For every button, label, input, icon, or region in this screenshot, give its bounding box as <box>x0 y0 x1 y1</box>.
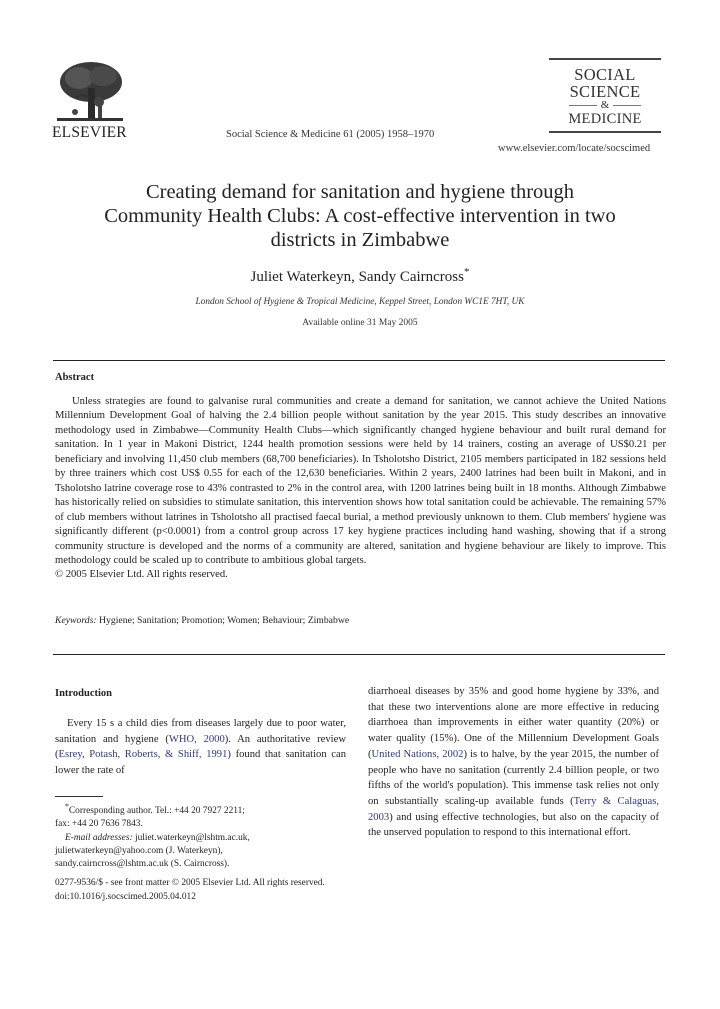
masthead-ampersand-row <box>545 100 665 111</box>
doi-link[interactable]: doi:10.1016/j.socscimed.2005.04.012 <box>55 891 196 902</box>
corresponding-author-mark[interactable]: * <box>463 266 470 278</box>
footnote-emails <box>55 832 355 845</box>
keywords <box>55 615 349 626</box>
masthead-line-science: SCIENCE <box>569 82 641 101</box>
intro-text: diarrhoeal diseases by 35% and good home hygiene by 33%, and that these two interventions alone are more effective in reducing diarrhoea than improvements in either water quantity (20%) or water quality (15%). One of the Millennium Development Goals ( <box>368 686 659 760</box>
journal-url-link[interactable]: www.elsevier.com/locate/socscimed <box>498 143 651 154</box>
footnotes <box>55 800 355 871</box>
journal-citation: Social Science & Medicine 61 (2005) 1958–1970 <box>226 129 435 140</box>
email-label: E-mail addresses: <box>65 832 133 843</box>
abstract-top-divider <box>53 360 665 361</box>
footnote-corresponding-text: Corresponding author. Tel.: +44 20 7927 2211; <box>68 806 245 817</box>
intro-text: ) found that sanitation can lower the rate of <box>55 749 346 777</box>
author-affiliation: London School of Hygiene & Tropical Medicine, Keppel Street, London WC1E 7HT, UK <box>195 297 525 307</box>
elsevier-tree-logo-icon <box>55 58 125 126</box>
masthead-line-medicine: MEDICINE <box>568 111 642 127</box>
keywords-bottom-divider <box>53 654 665 655</box>
abstract-text: Unless strategies are found to galvanise rural communities and create a demand for sanitation, we cannot achieve the United Nations Millennium Development Goal of halving the 2.4 billion people without sanitation by the year 2015. This study describes an innovative methodology used in Zimbabwe—Community Health Clubs—which significantly changed hygiene behaviour and built rural demand for sanitation. In 1 year in Makoni District, 1244 health promotion sessions were held by 14 trainers, costing an average of US$0.21 per beneficiary and involving 11,450 club members (68,700 beneficiaries). In Tsholotsho District, 2105 members participated in 182 sessions held by three trainers which cost US$ 0.55 for each of the 12,630 beneficiaries. Within 2 years, 2400 latrines had been built in Makoni, and in Tsholotsho latrine coverage rose to 43% contrasted to 2% in the control area, with 1200 latrines being built in 18 months. Although Zimbabwe has historically relied on subsidies to stimulate sanitation, this intervention shows how total sanitation could be achievable. The remaining 57% of club members without latrines in Tsholotsho all practised faecal burial, a method previously unknown to them. Club members' hygiene was significantly different (p<0.0001) from a control group across 17 key hygiene practices including hand washing, showing that if a strong community structure is developed and the norms of a community are altered, sanitation and hygiene behaviour are likely to improve. This methodology could be scaled up to contribute to ambitious global targets. <box>55 396 666 566</box>
footnote-mark: * <box>65 802 69 811</box>
intro-text: ) and using effective technologies, but also on the capacity of the unserved population to respond to this international effort. <box>368 811 659 839</box>
issn-block <box>55 877 325 904</box>
abstract-heading: Abstract <box>55 372 95 383</box>
masthead-dash <box>569 105 597 106</box>
masthead-top-rule <box>549 58 661 60</box>
abstract-copyright: © 2005 Elsevier Ltd. All rights reserved. <box>55 569 228 581</box>
email-link-2[interactable]: julietwaterkeyn@yahoo.com (J. Waterkeyn), <box>55 845 223 856</box>
citation-link-terry-2003[interactable]: Terry & Calaguas, 2003 <box>368 795 659 823</box>
article-title <box>60 180 660 252</box>
intro-text: ). An authoritative review ( <box>55 733 346 761</box>
email-link-3[interactable]: sandy.cairncross@lshtm.ac.uk (S. Cairncross). <box>55 858 230 869</box>
intro-text: ) is to halve, by the year 2015, the number of people who have no sanitation (currently 2.4 billion people, or two fifths of the world's population). This immense task relies not only on substantially scaling-up available funds ( <box>368 748 659 807</box>
issn-line: 0277-9536/$ - see front matter © 2005 Elsevier Ltd. All rights reserved. <box>55 878 325 888</box>
publisher-name: ELSEVIER <box>52 124 127 141</box>
author-list <box>60 266 660 286</box>
citation-link-esrey-1991[interactable]: Esrey, Potash, Roberts, & Shiff, 1991 <box>58 749 228 761</box>
title-line: Creating demand for sanitation and hygiene through <box>145 181 575 203</box>
masthead-ampersand: & <box>600 99 610 111</box>
introduction-left-column <box>55 716 346 779</box>
keywords-list: Hygiene; Sanitation; Promotion; Women; Behaviour; Zimbabwe <box>99 615 350 626</box>
footnote-fax: fax: +44 20 7636 7843. <box>55 819 143 830</box>
abstract-body <box>55 395 666 583</box>
citation-link-un-2002[interactable]: United Nations, 2002 <box>371 748 464 760</box>
citation-link-who-2000[interactable]: WHO, 2000 <box>168 733 225 745</box>
intro-text: Every 15 s a child dies from diseases largely due to poor water, sanitation and hygiene ( <box>55 718 346 745</box>
title-line: districts in Zimbabwe <box>270 229 450 251</box>
masthead-dash <box>613 105 641 106</box>
journal-masthead <box>545 58 665 133</box>
introduction-right-column <box>368 684 659 841</box>
introduction-heading: Introduction <box>55 688 112 699</box>
footnote-corresponding <box>55 800 355 818</box>
title-line: Community Health Clubs: A cost-effective intervention in two <box>104 205 616 227</box>
author-names: Juliet Waterkeyn, Sandy Cairncross <box>250 269 464 285</box>
available-online-date: Available online 31 May 2005 <box>302 318 418 328</box>
masthead-bottom-rule <box>549 131 661 133</box>
keywords-label: Keywords: <box>55 615 97 626</box>
email-link-1[interactable]: juliet.waterkeyn@lshtm.ac.uk, <box>134 832 250 843</box>
footnote-divider <box>55 796 103 797</box>
masthead-line-social: SOCIAL <box>574 65 636 84</box>
